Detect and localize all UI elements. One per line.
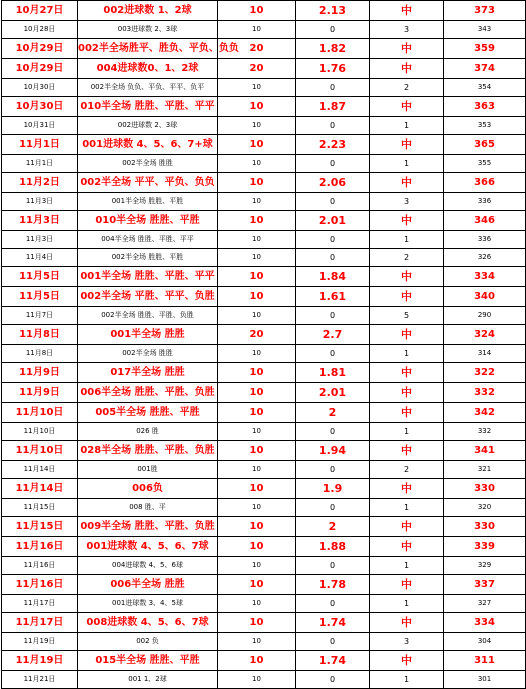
odds-cell: 1.88 (296, 537, 370, 557)
table-row (2, 345, 526, 363)
total-cell: 366 (444, 173, 526, 193)
description-cell: 004半全场 胜胜、平胜、平平 (78, 231, 218, 249)
count-cell: 10 (218, 21, 296, 39)
result-cell: 中 (370, 135, 444, 155)
table-row (2, 651, 526, 671)
date-cell: 11月16日 (2, 537, 78, 557)
odds-cell: 0 (296, 633, 370, 651)
odds-cell: 0 (296, 79, 370, 97)
date-cell: 11月1日 (2, 155, 78, 173)
date-cell: 11月3日 (2, 211, 78, 231)
table-row (2, 461, 526, 479)
description-cell: 002进球数 2、3球 (78, 117, 218, 135)
table-row (2, 97, 526, 117)
count-cell: 10 (218, 441, 296, 461)
table-row (2, 307, 526, 325)
total-cell: 341 (444, 441, 526, 461)
count-cell: 10 (218, 671, 296, 689)
odds-cell: 0 (296, 461, 370, 479)
result-cell: 中 (370, 537, 444, 557)
date-cell: 11月7日 (2, 307, 78, 325)
result-cell: 中 (370, 39, 444, 59)
odds-cell: 0 (296, 249, 370, 267)
count-cell: 10 (218, 651, 296, 671)
description-cell: 002半全场 胜胜、平胜 (78, 249, 218, 267)
description-cell: 002半全场 负负、平负、平平、负平 (78, 79, 218, 97)
count-cell: 10 (218, 173, 296, 193)
count-cell: 10 (218, 557, 296, 575)
result-cell: 中 (370, 517, 444, 537)
odds-cell: 1.94 (296, 441, 370, 461)
table-row (2, 325, 526, 345)
description-cell: 002半全场 平平、平负、负负 (78, 173, 218, 193)
count-cell: 10 (218, 345, 296, 363)
total-cell: 339 (444, 537, 526, 557)
date-cell: 11月5日 (2, 287, 78, 307)
total-cell: 332 (444, 383, 526, 403)
description-cell: 001半全场 胜胜 (78, 325, 218, 345)
betting-record-table (1, 0, 526, 689)
table-row (2, 557, 526, 575)
total-cell: 321 (444, 461, 526, 479)
description-cell: 001 1、2球 (78, 671, 218, 689)
result-cell: 3 (370, 21, 444, 39)
odds-cell: 1.9 (296, 479, 370, 499)
description-cell: 008 胜、平 (78, 499, 218, 517)
date-cell: 11月19日 (2, 651, 78, 671)
total-cell: 330 (444, 479, 526, 499)
result-cell: 3 (370, 633, 444, 651)
result-cell: 中 (370, 1, 444, 21)
odds-cell: 0 (296, 307, 370, 325)
odds-cell: 0 (296, 345, 370, 363)
count-cell: 10 (218, 595, 296, 613)
result-cell: 1 (370, 671, 444, 689)
description-cell: 002进球数 1、2球 (78, 1, 218, 21)
count-cell: 10 (218, 287, 296, 307)
result-cell: 2 (370, 461, 444, 479)
result-cell: 5 (370, 307, 444, 325)
odds-cell: 2.13 (296, 1, 370, 21)
description-cell: 001半全场 胜胜、平胜 (78, 193, 218, 211)
result-cell: 1 (370, 117, 444, 135)
total-cell: 322 (444, 363, 526, 383)
total-cell: 324 (444, 325, 526, 345)
table-row (2, 441, 526, 461)
table-row (2, 479, 526, 499)
count-cell: 10 (218, 1, 296, 21)
table-row (2, 537, 526, 557)
count-cell: 10 (218, 613, 296, 633)
description-cell: 001进球数 4、5、6、7球 (78, 537, 218, 557)
table-row (2, 59, 526, 79)
table-row (2, 403, 526, 423)
table-row (2, 499, 526, 517)
odds-cell: 1.81 (296, 363, 370, 383)
description-cell: 005半全场 胜胜、平胜 (78, 403, 218, 423)
odds-cell: 2.7 (296, 325, 370, 345)
total-cell: 332 (444, 423, 526, 441)
table-row (2, 231, 526, 249)
date-cell: 11月8日 (2, 345, 78, 363)
odds-cell: 0 (296, 155, 370, 173)
count-cell: 20 (218, 59, 296, 79)
result-cell: 中 (370, 267, 444, 287)
result-cell: 中 (370, 363, 444, 383)
odds-cell: 1.78 (296, 575, 370, 595)
table-row (2, 1, 526, 21)
odds-cell: 2 (296, 403, 370, 423)
description-cell: 002半全场胜平、胜负、平负、负负 (78, 39, 218, 59)
odds-cell: 0 (296, 423, 370, 441)
total-cell: 373 (444, 1, 526, 21)
description-cell: 010半全场 胜胜、平胜 (78, 211, 218, 231)
date-cell: 11月1日 (2, 135, 78, 155)
result-cell: 中 (370, 287, 444, 307)
odds-cell: 1.61 (296, 287, 370, 307)
table-row (2, 383, 526, 403)
table-row (2, 575, 526, 595)
date-cell: 11月3日 (2, 193, 78, 211)
count-cell: 10 (218, 211, 296, 231)
odds-cell: 0 (296, 21, 370, 39)
date-cell: 10月30日 (2, 97, 78, 117)
result-cell: 3 (370, 193, 444, 211)
table-row (2, 135, 526, 155)
date-cell: 10月29日 (2, 59, 78, 79)
result-cell: 1 (370, 345, 444, 363)
total-cell: 353 (444, 117, 526, 135)
result-cell: 中 (370, 441, 444, 461)
date-cell: 10月28日 (2, 21, 78, 39)
date-cell: 10月29日 (2, 39, 78, 59)
total-cell: 340 (444, 287, 526, 307)
table-row (2, 193, 526, 211)
result-cell: 1 (370, 499, 444, 517)
date-cell: 11月9日 (2, 363, 78, 383)
description-cell: 010半全场 胜胜、平胜、平平 (78, 97, 218, 117)
count-cell: 10 (218, 517, 296, 537)
result-cell: 2 (370, 79, 444, 97)
count-cell: 10 (218, 479, 296, 499)
result-cell: 2 (370, 249, 444, 267)
table-row (2, 211, 526, 231)
odds-cell: 2.06 (296, 173, 370, 193)
odds-cell: 1.84 (296, 267, 370, 287)
description-cell: 001半全场 胜胜、平胜、平平 (78, 267, 218, 287)
total-cell: 363 (444, 97, 526, 117)
count-cell: 10 (218, 307, 296, 325)
table-row (2, 671, 526, 689)
total-cell: 359 (444, 39, 526, 59)
description-cell: 006半全场 胜胜、平胜、负胜 (78, 383, 218, 403)
odds-cell: 1.74 (296, 651, 370, 671)
date-cell: 11月14日 (2, 479, 78, 499)
description-cell: 004进球数 4、5、6球 (78, 557, 218, 575)
table-row (2, 595, 526, 613)
table-row (2, 155, 526, 173)
description-cell: 003进球数 2、3球 (78, 21, 218, 39)
date-cell: 11月10日 (2, 423, 78, 441)
date-cell: 11月5日 (2, 267, 78, 287)
description-cell: 001胜 (78, 461, 218, 479)
result-cell: 1 (370, 155, 444, 173)
total-cell: 320 (444, 499, 526, 517)
date-cell: 11月15日 (2, 499, 78, 517)
count-cell: 10 (218, 363, 296, 383)
date-cell: 11月15日 (2, 517, 78, 537)
description-cell: 001进球数 4、5、6、7+球 (78, 135, 218, 155)
description-cell: 006负 (78, 479, 218, 499)
description-cell: 006半全场 胜胜 (78, 575, 218, 595)
count-cell: 10 (218, 135, 296, 155)
total-cell: 336 (444, 193, 526, 211)
total-cell: 326 (444, 249, 526, 267)
odds-cell: 2.23 (296, 135, 370, 155)
description-cell: 017半全场 胜胜 (78, 363, 218, 383)
date-cell: 11月21日 (2, 671, 78, 689)
table-row (2, 423, 526, 441)
result-cell: 中 (370, 403, 444, 423)
result-cell: 中 (370, 575, 444, 595)
odds-cell: 1.74 (296, 613, 370, 633)
odds-cell: 0 (296, 231, 370, 249)
count-cell: 10 (218, 249, 296, 267)
odds-cell: 0 (296, 117, 370, 135)
count-cell: 10 (218, 633, 296, 651)
table-row (2, 267, 526, 287)
date-cell: 11月10日 (2, 441, 78, 461)
table-row (2, 173, 526, 193)
total-cell: 301 (444, 671, 526, 689)
total-cell: 343 (444, 21, 526, 39)
date-cell: 11月16日 (2, 557, 78, 575)
result-cell: 中 (370, 211, 444, 231)
date-cell: 11月16日 (2, 575, 78, 595)
result-cell: 1 (370, 595, 444, 613)
date-cell: 11月8日 (2, 325, 78, 345)
table-row (2, 633, 526, 651)
table-row (2, 79, 526, 97)
date-cell: 11月3日 (2, 231, 78, 249)
result-cell: 1 (370, 423, 444, 441)
description-cell: 009半全场 胜胜、平胜、负胜 (78, 517, 218, 537)
table-row (2, 517, 526, 537)
description-cell: 002 负 (78, 633, 218, 651)
odds-cell: 0 (296, 499, 370, 517)
result-cell: 中 (370, 59, 444, 79)
odds-cell: 0 (296, 671, 370, 689)
count-cell: 10 (218, 537, 296, 557)
result-cell: 中 (370, 651, 444, 671)
count-cell: 10 (218, 423, 296, 441)
count-cell: 10 (218, 79, 296, 97)
date-cell: 10月30日 (2, 79, 78, 97)
total-cell: 354 (444, 79, 526, 97)
count-cell: 10 (218, 231, 296, 249)
table-row (2, 613, 526, 633)
total-cell: 314 (444, 345, 526, 363)
description-cell: 002半全场 平胜、平平、负胜 (78, 287, 218, 307)
count-cell: 10 (218, 499, 296, 517)
count-cell: 10 (218, 97, 296, 117)
result-cell: 1 (370, 557, 444, 575)
total-cell: 346 (444, 211, 526, 231)
total-cell: 342 (444, 403, 526, 423)
table-row (2, 363, 526, 383)
description-cell: 008进球数 4、5、6、7球 (78, 613, 218, 633)
total-cell: 334 (444, 613, 526, 633)
total-cell: 337 (444, 575, 526, 595)
odds-cell: 0 (296, 193, 370, 211)
result-cell: 中 (370, 479, 444, 499)
total-cell: 327 (444, 595, 526, 613)
odds-cell: 0 (296, 595, 370, 613)
table-row (2, 249, 526, 267)
date-cell: 11月17日 (2, 595, 78, 613)
description-cell: 002半全场 胜胜、平胜、负胜 (78, 307, 218, 325)
total-cell: 311 (444, 651, 526, 671)
date-cell: 11月14日 (2, 461, 78, 479)
table-row (2, 117, 526, 135)
result-cell: 中 (370, 173, 444, 193)
description-cell: 004进球数0、1、2球 (78, 59, 218, 79)
odds-cell: 1.82 (296, 39, 370, 59)
date-cell: 11月2日 (2, 173, 78, 193)
odds-cell: 0 (296, 557, 370, 575)
description-cell: 002半全场 胜胜 (78, 345, 218, 363)
count-cell: 10 (218, 155, 296, 173)
odds-cell: 1.87 (296, 97, 370, 117)
total-cell: 336 (444, 231, 526, 249)
date-cell: 11月10日 (2, 403, 78, 423)
odds-cell: 2.01 (296, 383, 370, 403)
count-cell: 10 (218, 575, 296, 595)
count-cell: 20 (218, 325, 296, 345)
total-cell: 304 (444, 633, 526, 651)
date-cell: 10月31日 (2, 117, 78, 135)
total-cell: 329 (444, 557, 526, 575)
date-cell: 10月27日 (2, 1, 78, 21)
date-cell: 11月17日 (2, 613, 78, 633)
total-cell: 334 (444, 267, 526, 287)
odds-cell: 2 (296, 517, 370, 537)
count-cell: 10 (218, 383, 296, 403)
total-cell: 330 (444, 517, 526, 537)
description-cell: 028半全场 胜胜、平胜、负胜 (78, 441, 218, 461)
result-cell: 中 (370, 97, 444, 117)
count-cell: 10 (218, 267, 296, 287)
count-cell: 20 (218, 39, 296, 59)
date-cell: 11月19日 (2, 633, 78, 651)
total-cell: 374 (444, 59, 526, 79)
date-cell: 11月4日 (2, 249, 78, 267)
date-cell: 11月9日 (2, 383, 78, 403)
count-cell: 10 (218, 403, 296, 423)
result-cell: 中 (370, 383, 444, 403)
total-cell: 365 (444, 135, 526, 155)
total-cell: 290 (444, 307, 526, 325)
table-row (2, 21, 526, 39)
total-cell: 355 (444, 155, 526, 173)
description-cell: 026 胜 (78, 423, 218, 441)
table-row (2, 287, 526, 307)
description-cell: 002半全场 胜胜 (78, 155, 218, 173)
odds-cell: 1.76 (296, 59, 370, 79)
description-cell: 015半全场 胜胜、平胜 (78, 651, 218, 671)
count-cell: 10 (218, 193, 296, 211)
table-body (2, 1, 526, 689)
result-cell: 1 (370, 231, 444, 249)
result-cell: 中 (370, 325, 444, 345)
count-cell: 10 (218, 117, 296, 135)
count-cell: 10 (218, 461, 296, 479)
odds-cell: 2.01 (296, 211, 370, 231)
description-cell: 001进球数 3、4、5球 (78, 595, 218, 613)
result-cell: 中 (370, 613, 444, 633)
table-row (2, 39, 526, 59)
